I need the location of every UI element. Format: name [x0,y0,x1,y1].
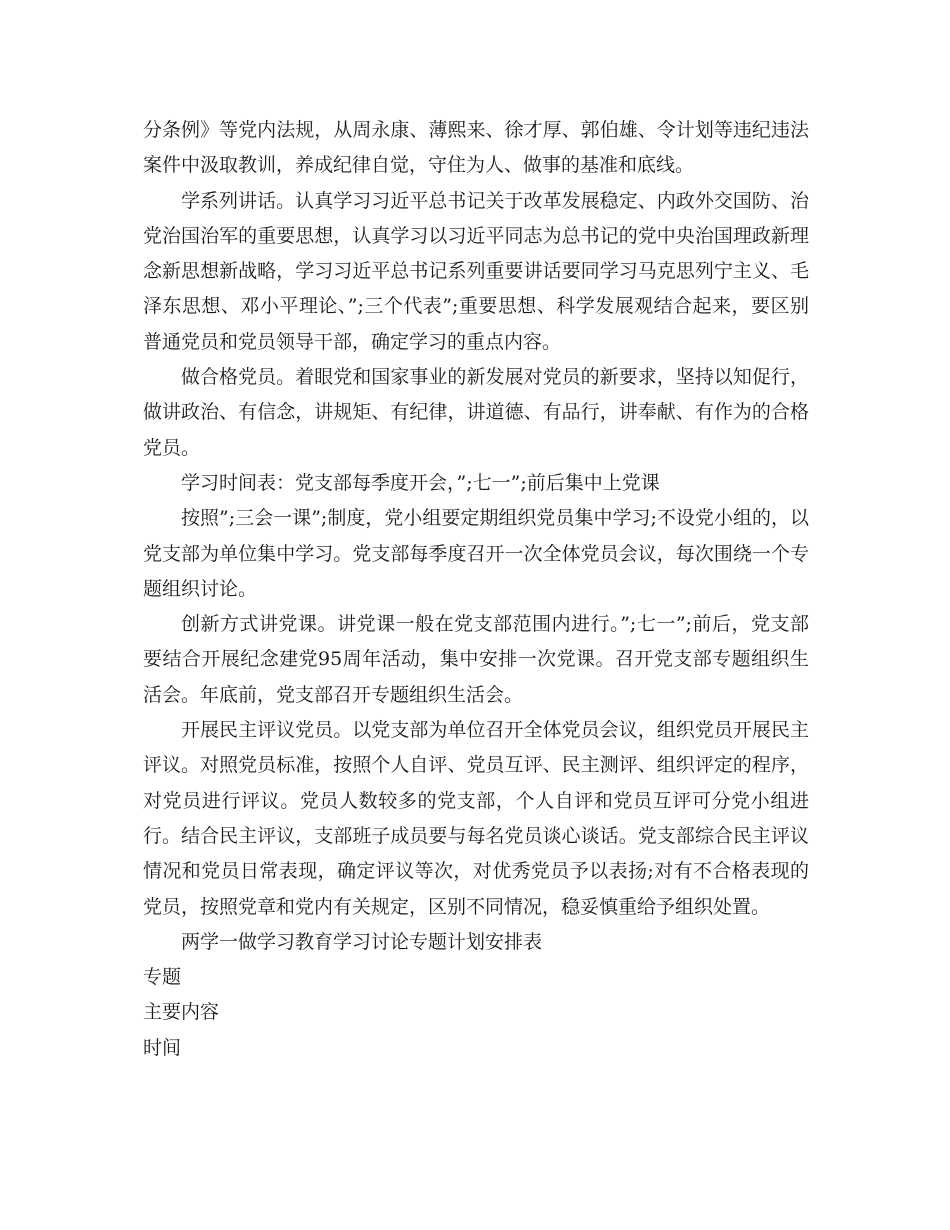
paragraph-study-speeches: 学系列讲话。认真学习习近平总书记关于改革发展稳定、内政外交国防、治党治国治军的重要思想，认真学习以习近平同志为总书记的党中央治国理政新理念新思想新战略，学习习近平总书记系列重要讲话要同学习马克思列宁主义、毛泽东思想、邓小平理论、”;三个代表”;重要思想、科学发展观结合起来，要区别普通党员和党员领导干部，确定学习的重点内容。 [143,189,809,353]
paragraph-party-lecture: 创新方式讲党课。讲党课一般在党支部范围内进行。”;七一”;前后，党支部要结合开展纪念建党95周年活动，集中安排一次党课。召开党支部专题组织生活会。年底前，党支部召开专题组织生活会。 [143,613,809,706]
table-header-content: 主要内容 [143,1001,220,1024]
table-caption: 两学一做学习教育学习讨论专题计划安排表 [181,930,543,953]
paragraph-democratic-review: 开展民主评议党员。以党支部为单位召开全体党员会议，组织党员开展民主评议。对照党员标准，按照个人自评、党员互评、民主测评、组织评定的程序，对党员进行评议。党员人数较多的党支部，个人自评和党员互评可分党小组进行。结合民主评议，支部班子成员要与每名党员谈心谈话。党支部综合民主评议情况和党员日常表现，确定评议等次，对优秀党员予以表扬;对有不合格表现的党员，按照党章和党内有关规定，区别不同情况，稳妥慎重给予组织处置。 [143,719,809,918]
table-header-time: 时间 [143,1036,182,1059]
paragraph-discipline: 分条例》等党内法规，从周永康、薄熙来、徐才厚、郭伯雄、令计划等违纪违法案件中汲取教训，养成纪律自觉，守住为人、做事的基准和底线。 [143,119,809,177]
document-body [143,113,809,1066]
table-header-topic: 专题 [143,966,182,989]
paragraph-three-meetings: 按照”;三会一课”;制度，党小组要定期组织党员集中学习;不设党小组的，以党支部为单位集中学习。党支部每季度召开一次全体党员会议，每次围绕一个专题组织讨论。 [143,507,809,600]
paragraph-qualified-member: 做合格党员。着眼党和国家事业的新发展对党员的新要求，坚持以知促行，做讲政治、有信念，讲规矩、有纪律，讲道德、有品行，讲奉献、有作为的合格党员。 [143,366,809,459]
paragraph-study-schedule: 学习时间表：党支部每季度开会，”;七一”;前后集中上党课 [181,471,660,494]
